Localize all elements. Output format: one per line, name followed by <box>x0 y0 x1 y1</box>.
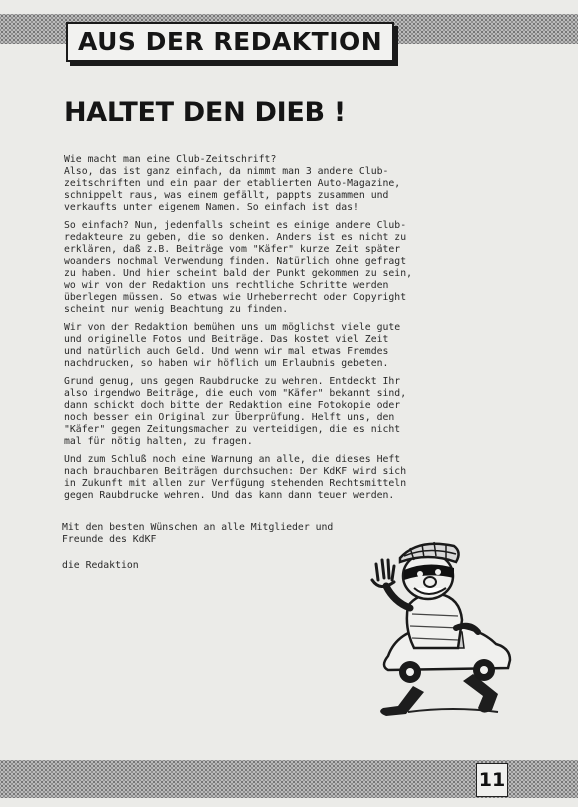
closing-greeting <box>62 522 402 546</box>
paragraph-1: Wie macht man eine Club-Zeitschrift? Also, das ist ganz einfach, da nimmt man 3 andere Club- zeitschriften und ein paar der etablierten Auto-Magazine, schnippelt raus, was einem gefällt, pappts zusammen und verkaufts unter eigenem Namen. So einfach ist das! <box>64 154 401 213</box>
paragraph-2: So einfach? Nun, jedenfalls scheint es einige andere Club- redakteure zu geben, die so denken. Anders ist es nicht zu erklären, daß z.B. Beiträge vom "Käfer" kurze Zeit später woanders nochmal Verwendung finden. Natürlich ohne gefragt zu haben. Und hier scheint bald der Punkt gekommen zu sein, wo wir von der Redaktion uns rechtliche Schritte werden überlegen müssen. So etwas wie Urheberrecht oder Copyright scheint nur wenig Beachtung zu finden. <box>64 220 412 315</box>
paragraph-5: Und zum Schluß noch eine Warnung an alle, die dieses Heft nach brauchbaren Beiträgen durchsuchen: Der KdKF wird sich in Zukunft mit allen zur Verfügung stehenden Rechtsmitteln gegen Raubdrucke wehren. Und das kann dann teuer werden. <box>64 454 407 501</box>
page-number: 11 <box>476 763 508 797</box>
article-body <box>64 154 514 508</box>
section-title: AUS DER REDAKTION <box>66 22 394 62</box>
paragraph-4: Grund genug, uns gegen Raubdrucke zu wehren. Entdeckt Ihr also irgendwo Beiträge, die euch vom "Käfer" bekannt sind, dann schickt doch bitte der Redaktion eine Fotokopie oder noch besser ein Original zur Überprüfung. Helft uns, den "Käfer" gegen Zeitungsmacher zu verteidigen, die es nicht mal für nötig halten, zu fragen. <box>64 376 407 447</box>
paragraph-3: Wir von der Redaktion bemühen uns um möglichst viele gute und originelle Fotos und Beiträge. Das kostet viel Zeit und natürlich auch Geld. Und wenn wir mal etwas Fremdes nachdrucken, so haben wir höflich um Erlaubnis gebeten. <box>64 322 401 369</box>
cartoon-thief-with-beetle-car-icon <box>358 536 523 721</box>
closing-text: Mit den besten Wünschen an alle Mitglieder und Freunde des KdKF <box>62 522 334 545</box>
signature: die Redaktion <box>62 560 139 571</box>
article-headline: HALTET DEN DIEB ! <box>64 97 346 128</box>
